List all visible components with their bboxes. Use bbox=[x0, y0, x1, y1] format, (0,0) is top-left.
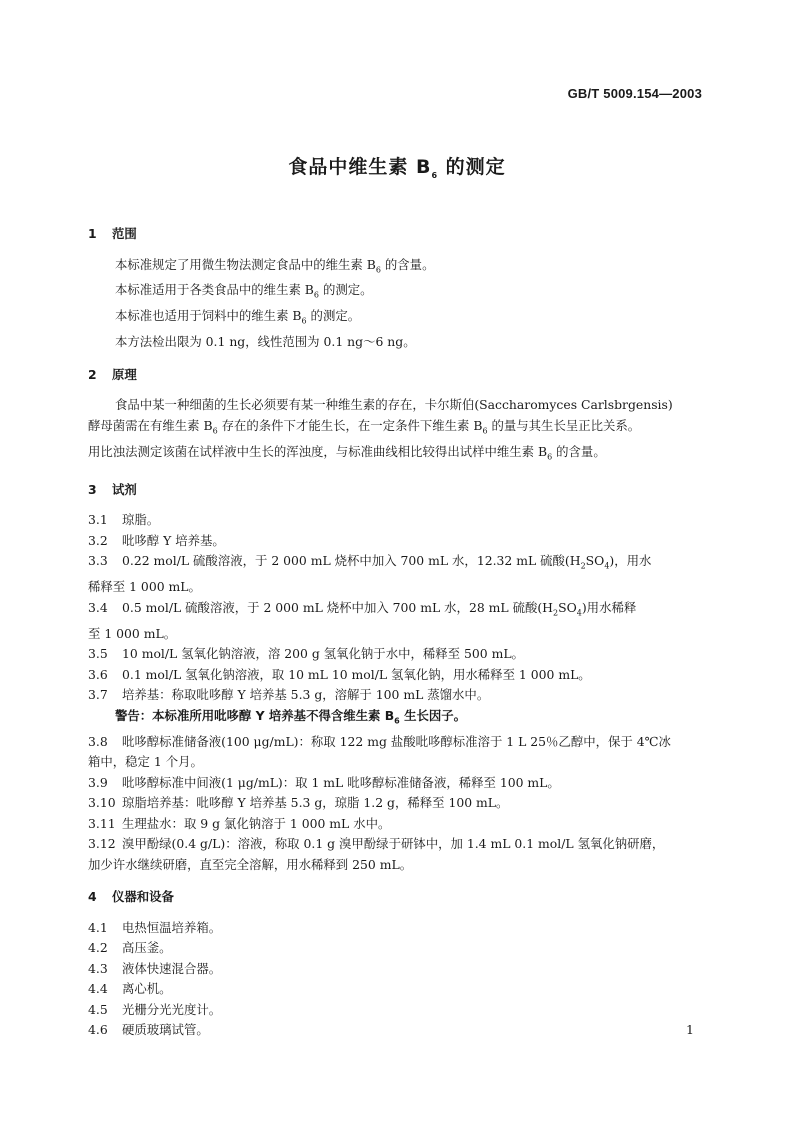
list-item-continuation: 箱中，稳定 1 个月。 bbox=[88, 754, 203, 770]
list-item: 3.8 吡哆醇标准储备液(100 μg/mL)：称取 122 mg 盐酸吡哆醇标准溶于 1 L 25％乙醇中，保于 4℃冰 bbox=[88, 733, 671, 749]
section-heading-1: 1 范围 bbox=[88, 226, 137, 241]
title-subscript: 6 bbox=[431, 170, 439, 180]
list-item: 3.4 0.5 mol/L 硫酸溶液，于 2 000 mL 烧杯中加入 700 mL 水，28 mL 硫酸$(H_2SO_4)$用水稀释 bbox=[88, 599, 637, 618]
list-item: 4.1 电热恒温培养箱。 bbox=[88, 919, 222, 935]
list-item: 3.5 10 mol/L 氢氧化钠溶液，溶 200 g 氢氧化钠于水中，稀释至 500 mL。 bbox=[88, 646, 524, 662]
list-item: 4.4 离心机。 bbox=[88, 981, 172, 997]
list-item: 3.3 0.22 mol/L 硫酸溶液，于 2 000 mL 烧杯中加入 700 mL 水，12.32 mL 硫酸$(H_2SO_4)$，用水 bbox=[88, 553, 652, 571]
paragraph: 本标准也适用于饲料中的维生素 $B_6$ 的测定。 bbox=[115, 308, 361, 326]
title-b: B bbox=[415, 156, 432, 178]
list-item: 3.10 琼脂培养基：吡哆醇 Y 培养基 5.3 g，琼脂 1.2 g，稀释至 100 mL。 bbox=[88, 795, 509, 811]
document-body bbox=[88, 224, 708, 1041]
list-item: 3.1 琼脂。 bbox=[88, 512, 160, 528]
page-number: 1 bbox=[686, 1022, 694, 1037]
list-item-continuation: 至 1 000 mL。 bbox=[88, 625, 177, 641]
list-item: 4.3 液体快速混合器。 bbox=[88, 960, 222, 976]
list-item-continuation: 稀释至 1 000 mL。 bbox=[88, 579, 201, 595]
section-heading-4: 4 仪器和设备 bbox=[88, 889, 174, 905]
title-prefix: 食品中维生素 bbox=[288, 156, 416, 178]
paragraph: 本方法检出限为 0.1 ng，线性范围为 0.1 ng～6 ng。 bbox=[115, 334, 416, 350]
standard-number: GB/T 5009.154—2003 bbox=[567, 86, 702, 101]
list-item: 3.9 吡哆醇标准中间液(1 μg/mL)：取 1 mL 吡哆醇标准储备液，稀释至 100 mL。 bbox=[88, 774, 560, 790]
list-item: 3.11 生理盐水：取 9 g 氯化钠溶于 1 000 mL 水中。 bbox=[88, 815, 391, 831]
list-item: 4.2 高压釜。 bbox=[88, 940, 172, 956]
paragraph-line: 用比浊法测定该菌在试样液中生长的浑浊度，与标准曲线相比较得出试样中维生素 $B_6$ 的含量。 bbox=[88, 443, 606, 462]
paragraph: 食品中某一种细菌的生长必须要有某一种维生素的存在，卡尔斯伯(Saccharomyces Carlsbrgensis) bbox=[115, 397, 673, 413]
list-item: 3.2 吡哆醇 Y 培养基。 bbox=[88, 532, 225, 548]
list-item: 3.6 0.1 mol/L 氢氧化钠溶液，取 10 mL 10 mol/L 氢氧化钠，用水稀释至 1 000 mL。 bbox=[88, 666, 591, 682]
page-title bbox=[0, 152, 794, 180]
list-item-continuation: 加少许水继续研磨，直至完全溶解，用水稀释到 250 mL。 bbox=[88, 856, 413, 872]
list-item: 4.5 光栅分光光度计。 bbox=[88, 1001, 222, 1017]
list-item: 3.12 溴甲酚绿(0.4 g/L)：溶液，称取 0.1 g 溴甲酚绿于研钵中，加 1.4 mL 0.1 mol/L 氢氧化钠研磨， bbox=[88, 836, 665, 852]
paragraph: 本标准适用于各类食品中的维生素 $B_6$ 的测定。 bbox=[115, 282, 373, 300]
paragraph-line: 酵母菌需在有维生素 $B_6$ 存在的条件下才能生长，在一定条件下维生素 $B_6$ 的量与其生长呈正比关系。 bbox=[88, 417, 641, 436]
section-heading-2: 2 原理 bbox=[88, 366, 137, 382]
warning-note: 警告：本标准所用吡哆醇 Y 培养基不得含维生素 $B_6$ 生长因子。 bbox=[115, 707, 467, 726]
section-heading-3: 3 试剂 bbox=[88, 481, 137, 497]
list-item: 3.7 培养基：称取吡哆醇 Y 培养基 5.3 g，溶解于 100 mL 蒸馏水中。 bbox=[88, 687, 490, 703]
list-item: 4.6 硬质玻璃试管。 bbox=[88, 1022, 209, 1038]
paragraph: 本标准规定了用微生物法测定食品中的维生素 $B_6$ 的含量。 bbox=[115, 256, 435, 274]
title-suffix: 的测定 bbox=[438, 156, 506, 178]
